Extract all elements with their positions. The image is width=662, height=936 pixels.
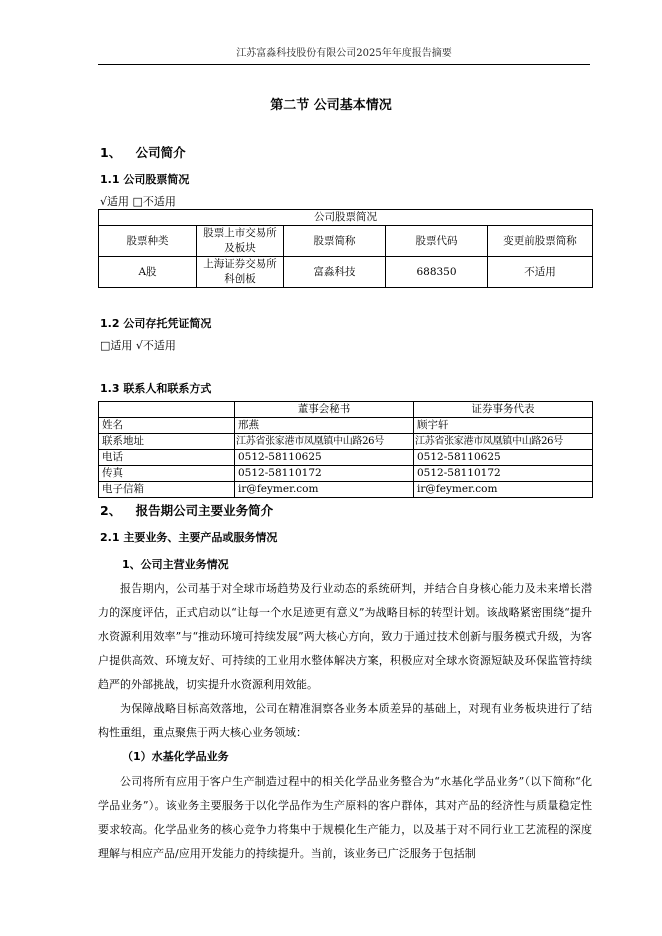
stock-cell: 富淼科技 bbox=[284, 257, 386, 288]
heading-1-2: 1.2 公司存托凭证简况 bbox=[100, 317, 212, 330]
stock-cell: 上海证券交易所科创板 bbox=[197, 257, 284, 288]
heading-2 bbox=[100, 501, 273, 519]
stock-col-header: 股票代码 bbox=[386, 226, 488, 257]
contact-cell: 0512-58110625 bbox=[414, 450, 593, 466]
contact-cell: ir@feymer.com bbox=[235, 482, 414, 498]
paragraph-strategy: 报告期内，公司基于对全球市场趋势及行业动态的系统研判，并结合自身核心能力及未来增长潜力的深度评估，正式启动以“让每一个水足迹更有意义”为战略目标的转型计划。该战略紧密围绕“提升水资源利用效率”与“推动环境可持续发展”两大核心方向，致力于通过技术创新与服务模式升级，为客户提供高效、环境友好、可持续的工业用水整体解决方案，积极应对全球水资源短缺及环保监管持续趋严的外部挑战，切实提升水资源利用效能。 bbox=[98, 582, 592, 691]
stock-options: √适用 □不适用 bbox=[100, 195, 176, 208]
stock-col-header: 变更前股票简称 bbox=[488, 226, 593, 257]
stock-cell: 不适用 bbox=[488, 257, 593, 288]
stock-table bbox=[98, 209, 593, 288]
contact-cell: 0512-58110625 bbox=[235, 450, 414, 466]
heading-1-3: 1.3 联系人和联系方式 bbox=[100, 382, 212, 395]
business-subtitle: 1、公司主营业务情况 bbox=[122, 558, 229, 571]
business-segment-title: （1）水基化学品业务 bbox=[122, 750, 229, 763]
contact-cell: 邢燕 bbox=[235, 418, 414, 434]
stock-col-header: 股票简称 bbox=[284, 226, 386, 257]
stock-col-header: 股票种类 bbox=[99, 226, 197, 257]
heading-2-title: 报告期公司主要业务简介 bbox=[135, 503, 274, 518]
heading-2-1: 2.1 主要业务、主要产品或服务情况 bbox=[100, 531, 278, 544]
stock-col-header: 股票上市交易所及板块 bbox=[197, 226, 284, 257]
contact-row-label: 联系地址 bbox=[99, 434, 235, 450]
heading-1 bbox=[100, 143, 186, 161]
heading-1-title: 公司简介 bbox=[135, 145, 186, 160]
depositary-options: □适用 √不适用 bbox=[100, 339, 176, 352]
contact-table bbox=[98, 401, 593, 498]
contact-cell: 江苏省张家港市凤凰镇中山路26号 bbox=[235, 434, 414, 450]
heading-2-num: 2、 bbox=[100, 503, 122, 518]
section-title: 第二节 公司基本情况 bbox=[270, 98, 392, 113]
paragraph-restructure: 为保障战略目标高效落地，公司在精准洞察各业务本质差异的基础上，对现有业务板块进行了结构性重组，重点聚焦于两大核心业务领域： bbox=[98, 702, 592, 739]
contact-cell: ir@feymer.com bbox=[414, 482, 593, 498]
contact-col-header: 董事会秘书 bbox=[235, 402, 414, 418]
heading-1-num: 1、 bbox=[100, 145, 122, 160]
contact-cell: 0512-58110172 bbox=[235, 466, 414, 482]
stock-cell: 688350 bbox=[386, 257, 488, 288]
contact-row-label: 传真 bbox=[99, 466, 235, 482]
contact-cell: 顾宇轩 bbox=[414, 418, 593, 434]
contact-header-blank bbox=[99, 402, 235, 418]
stock-cell: A股 bbox=[99, 257, 197, 288]
running-header: 江苏富淼科技股份有限公司2025年年度报告摘要 bbox=[98, 44, 590, 65]
heading-1-1: 1.1 公司股票简况 bbox=[100, 173, 190, 186]
contact-cell: 0512-58110172 bbox=[414, 466, 593, 482]
contact-row-label: 电话 bbox=[99, 450, 235, 466]
contact-row-label: 姓名 bbox=[99, 418, 235, 434]
contact-col-header: 证券事务代表 bbox=[414, 402, 593, 418]
paragraph-chemicals: 公司将所有应用于客户生产制造过程中的相关化学品业务整合为“水基化学品业务”（以下简称“化学品业务”）。该业务主要服务于以化学品作为生产原料的客户群体，其对产品的经济性与质量稳定性要求较高。化学品业务的核心竞争力将集中于规模化生产能力，以及基于对不同行业工艺流程的深度理解与相应产品/应用开发能力的持续提升。当前，该业务已广泛服务于包括制 bbox=[98, 775, 592, 860]
contact-row-label: 电子信箱 bbox=[99, 482, 235, 498]
contact-cell: 江苏省张家港市凤凰镇中山路26号 bbox=[414, 434, 593, 450]
stock-table-caption: 公司股票简况 bbox=[99, 210, 593, 226]
